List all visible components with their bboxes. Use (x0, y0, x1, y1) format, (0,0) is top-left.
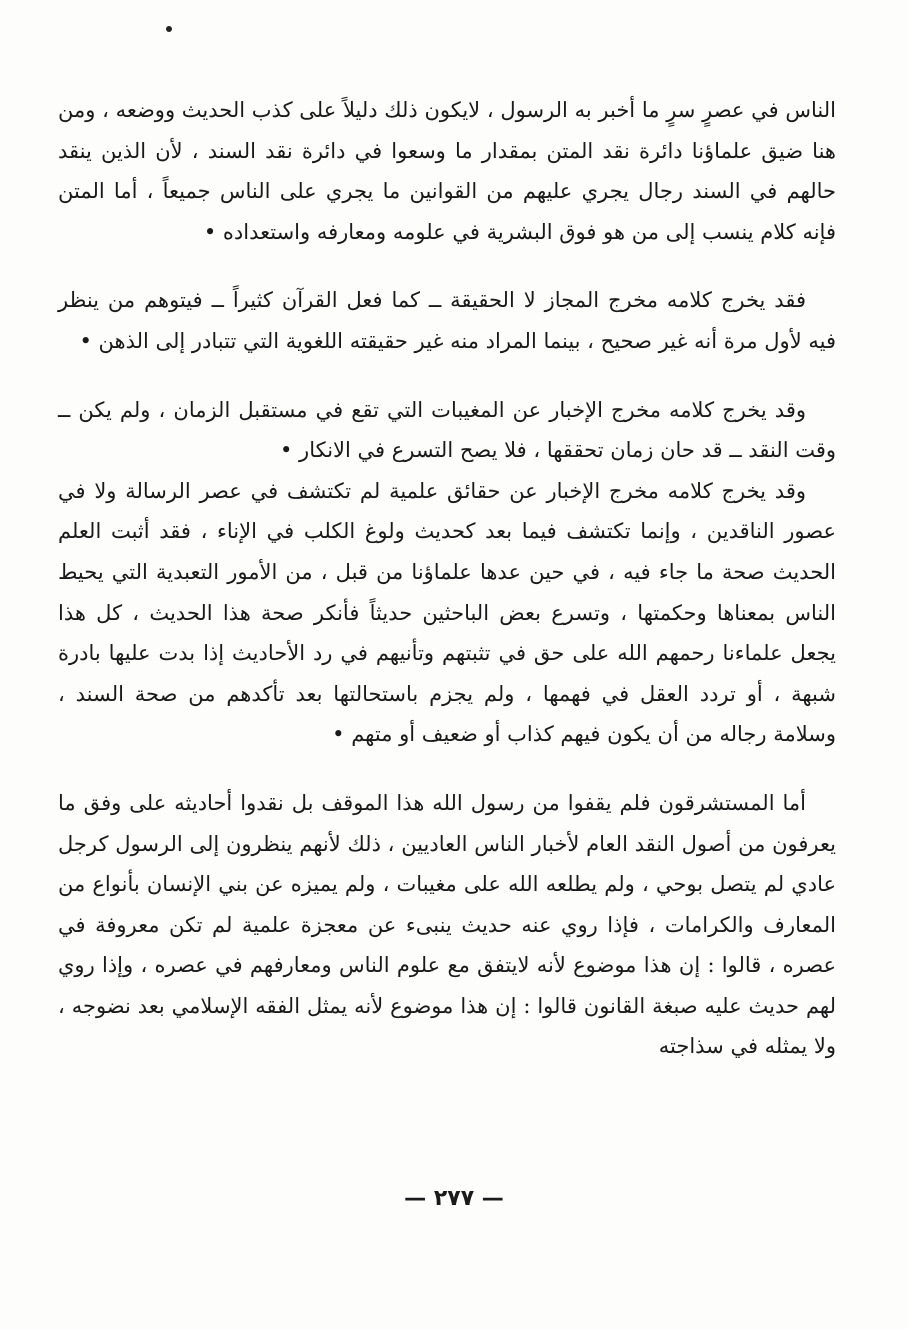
paragraph-2: فقد يخرج كلامه مخرج المجاز لا الحقيقة ــ كما فعل القرآن كثيراً ــ فيتوهم من ينظر فيه لأول مرة أنه غير صحيح ، بينما المراد منه غير حقيقته اللغوية التي تتبادر إلى الذهن • (58, 288, 836, 353)
paragraph-1: الناس في عصرٍ سرٍ ما أخبر به الرسول ، لايكون ذلك دليلاً على كذب الحديث ووضعه ، ومن هنا ضيق علماؤنا دائرة نقد المتن بمقدار ما وسعوا في دائرة نقد السند ، لأن الذين ينقد حالهم في السند رجال يجري عليهم من القوانين ما يجري على الناس جميعاً ، أما المتن فإنه كلام ينسب إلى من هو فوق البشرية في علومه ومعارفه واستعداده • (58, 98, 836, 244)
body-text (58, 90, 836, 1067)
paragraph-4: وقد يخرج كلامه مخرج الإخبار عن حقائق علمية لم تكتشف في عصر الرسالة ولا في عصور الناقدين ، وإنما تكتشف فيما بعد كحديث ولوغ الكلب في الإناء ، فقد أثبت العلم الحديث صحة ما جاء فيه ، في حين عدها علماؤنا من قبل ، من الأمور التعبدية التي يحيط الناس بمعناها وحكمتها ، وتسرع بعض الباحثين حديثاً فأنكر صحة هذا الحديث ، كل هذا يجعل علماءنا رحمهم الله على حق في تثبتهم وتأنيهم في رد الأحاديث إذا بدت عليها بادرة شبهة ، أو تردد العقل في فهمها ، ولم يجزم باستحالتها بعد تأكدهم من صحة السند ، وسلامة رجاله من أن يكون فيهم كذاب أو ضعيف أو متهم • (58, 478, 836, 747)
ink-speck (166, 26, 172, 32)
paragraph-3: وقد يخرج كلامه مخرج الإخبار عن المغيبات التي تقع في مستقبل الزمان ، ولم يكن ــ وقت النقد ــ قد حان زمان تحققها ، فلا يصح التسرع في الانكار • (58, 397, 836, 463)
paragraph-5: أما المستشرقون فلم يقفوا من رسول الله هذا الموقف بل نقدوا أحاديثه على وفق ما يعرفون من أصول النقد العام لأخبار الناس العاديين ، ذلك لأنهم ينظرون إلى الرسول كرجل عادي لم يتصل بوحي ، ولم يطلعه الله على مغيبات ، ولم يميزه عن بني الإنسان بأنواع من المعارف والكرامات ، فإذا روي عنه حديث ينبىء عن معجزة علمية لم تكن معروفة في عصره ، قالوا : إن هذا موضوع لأنه لايتفق مع علوم الناس ومعارفهم في عصره ، وإذا روي لهم حديث عليه صبغة القانون قالوا : إن هذا موضوع لأنه يمثل الفقه الإسلامي بعد نضوجه ، ولا يمثله في سذاجته (58, 790, 836, 1059)
page-number: — ٢٧٧ — (404, 1186, 504, 1211)
